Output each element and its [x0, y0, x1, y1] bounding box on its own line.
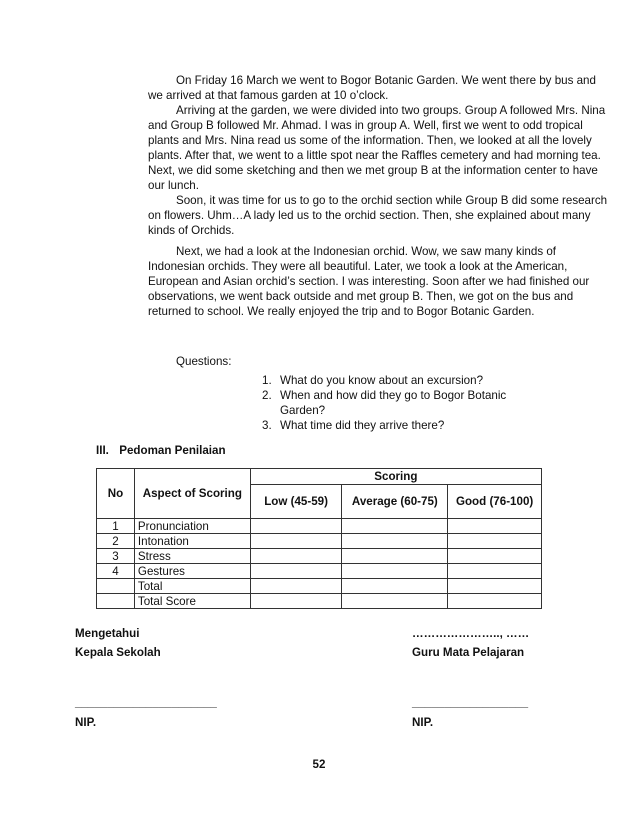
table-row: [97, 594, 542, 609]
story-paragraph: Arriving at the garden, we were divided into two groups. Group A followed Mrs. Nina and Group B followed Mr. Ahmad. I was in group A. Well, first we went to odd tropical plants and Mrs. Nina read us some of the information. Then, we looked at all the lovely plants. After that, we went to a little spot near the Raffles cemetery and had morning tea. Next, we did some sketching and then we met group B at the information center to have our lunch.: [148, 104, 606, 192]
score-cell: [250, 579, 342, 594]
story-paragraphs-bottom: [148, 244, 608, 319]
score-cell: [250, 564, 342, 579]
header-average: Average (60-75): [342, 485, 448, 519]
score-cell: [448, 549, 542, 564]
row-aspect: Gestures: [134, 564, 250, 579]
header-no: No: [97, 469, 135, 519]
sig-right-line: __________________: [412, 696, 529, 709]
score-cell: [250, 594, 342, 609]
score-cell: [250, 519, 342, 534]
row-number: 3: [97, 549, 135, 564]
page-number: 52: [312, 758, 326, 771]
score-cell: [448, 564, 542, 579]
question-number: 3.: [262, 419, 272, 432]
score-cell: [342, 549, 448, 564]
sig-right-nip: NIP.: [412, 716, 434, 729]
score-cell: [448, 534, 542, 549]
question-number: 2.: [262, 389, 272, 402]
question-text: When and how did they go to Bogor Botanic Garden?: [280, 389, 507, 417]
question-item: [262, 388, 512, 418]
scoring-table: [96, 468, 542, 609]
table-row: [97, 534, 542, 549]
header-scoring: Scoring: [250, 469, 541, 485]
table-row: [97, 519, 542, 534]
row-number: 1: [97, 519, 135, 534]
row-aspect: Total Score: [134, 594, 250, 609]
story-paragraph: On Friday 16 March we went to Bogor Botanic Garden. We went there by bus and we arrived at that famous garden at 10 o’clock.: [148, 74, 596, 102]
score-cell: [250, 534, 342, 549]
table-row: [97, 549, 542, 564]
section-heading: [96, 444, 226, 457]
table-row: [97, 579, 542, 594]
sig-left-line: ______________________: [75, 696, 217, 709]
score-cell: [342, 534, 448, 549]
questions-label: Questions:: [176, 355, 232, 368]
header-low: Low (45-59): [250, 485, 342, 519]
row-number: [97, 579, 135, 594]
question-number: 1.: [262, 374, 272, 387]
row-aspect: Pronunciation: [134, 519, 250, 534]
score-cell: [448, 519, 542, 534]
table-row: [97, 564, 542, 579]
question-text: What do you know about an excursion?: [280, 374, 484, 387]
sig-left-role: Kepala Sekolah: [75, 646, 161, 659]
story-paragraph: Next, we had a look at the Indonesian orchid. Wow, we saw many kinds of Indonesian orchids. They were all beautiful. Later, we took a look at the American, European and Asian orchid’s section. I was interesting. Soon after we had finished our observations, we went back outside and met group B. Then, we got on the bus and returned to school. We really enjoyed the trip and to Bogor Botanic Garden.: [148, 245, 590, 318]
score-cell: [250, 549, 342, 564]
score-cell: [448, 579, 542, 594]
sig-left-nip: NIP.: [75, 716, 97, 729]
section-title: Pedoman Penilaian: [119, 444, 226, 457]
score-cell: [342, 519, 448, 534]
sig-right-date: ………………….., ……: [412, 627, 530, 640]
score-cell: [448, 594, 542, 609]
question-text: What time did they arrive there?: [280, 419, 445, 432]
row-aspect: Intonation: [134, 534, 250, 549]
question-item: [262, 418, 512, 433]
question-item: [262, 373, 512, 388]
header-aspect: Aspect of Scoring: [134, 469, 250, 519]
row-number: 4: [97, 564, 135, 579]
row-aspect: Total: [134, 579, 250, 594]
row-aspect: Stress: [134, 549, 250, 564]
row-number: 2: [97, 534, 135, 549]
sig-right-role: Guru Mata Pelajaran: [412, 646, 525, 659]
story-paragraph: Soon, it was time for us to go to the orchid section while Group B did some research on flowers. Uhm…A lady led us to the orchid section. Then, she explained about many kinds of Orchids.: [148, 194, 608, 237]
score-cell: [342, 579, 448, 594]
row-number: [97, 594, 135, 609]
section-number: III.: [96, 444, 109, 457]
header-good: Good (76-100): [448, 485, 542, 519]
score-cell: [342, 564, 448, 579]
questions-list: [262, 373, 512, 433]
score-cell: [342, 594, 448, 609]
sig-left-title: Mengetahui: [75, 627, 140, 640]
story-paragraphs-top: [148, 73, 608, 238]
